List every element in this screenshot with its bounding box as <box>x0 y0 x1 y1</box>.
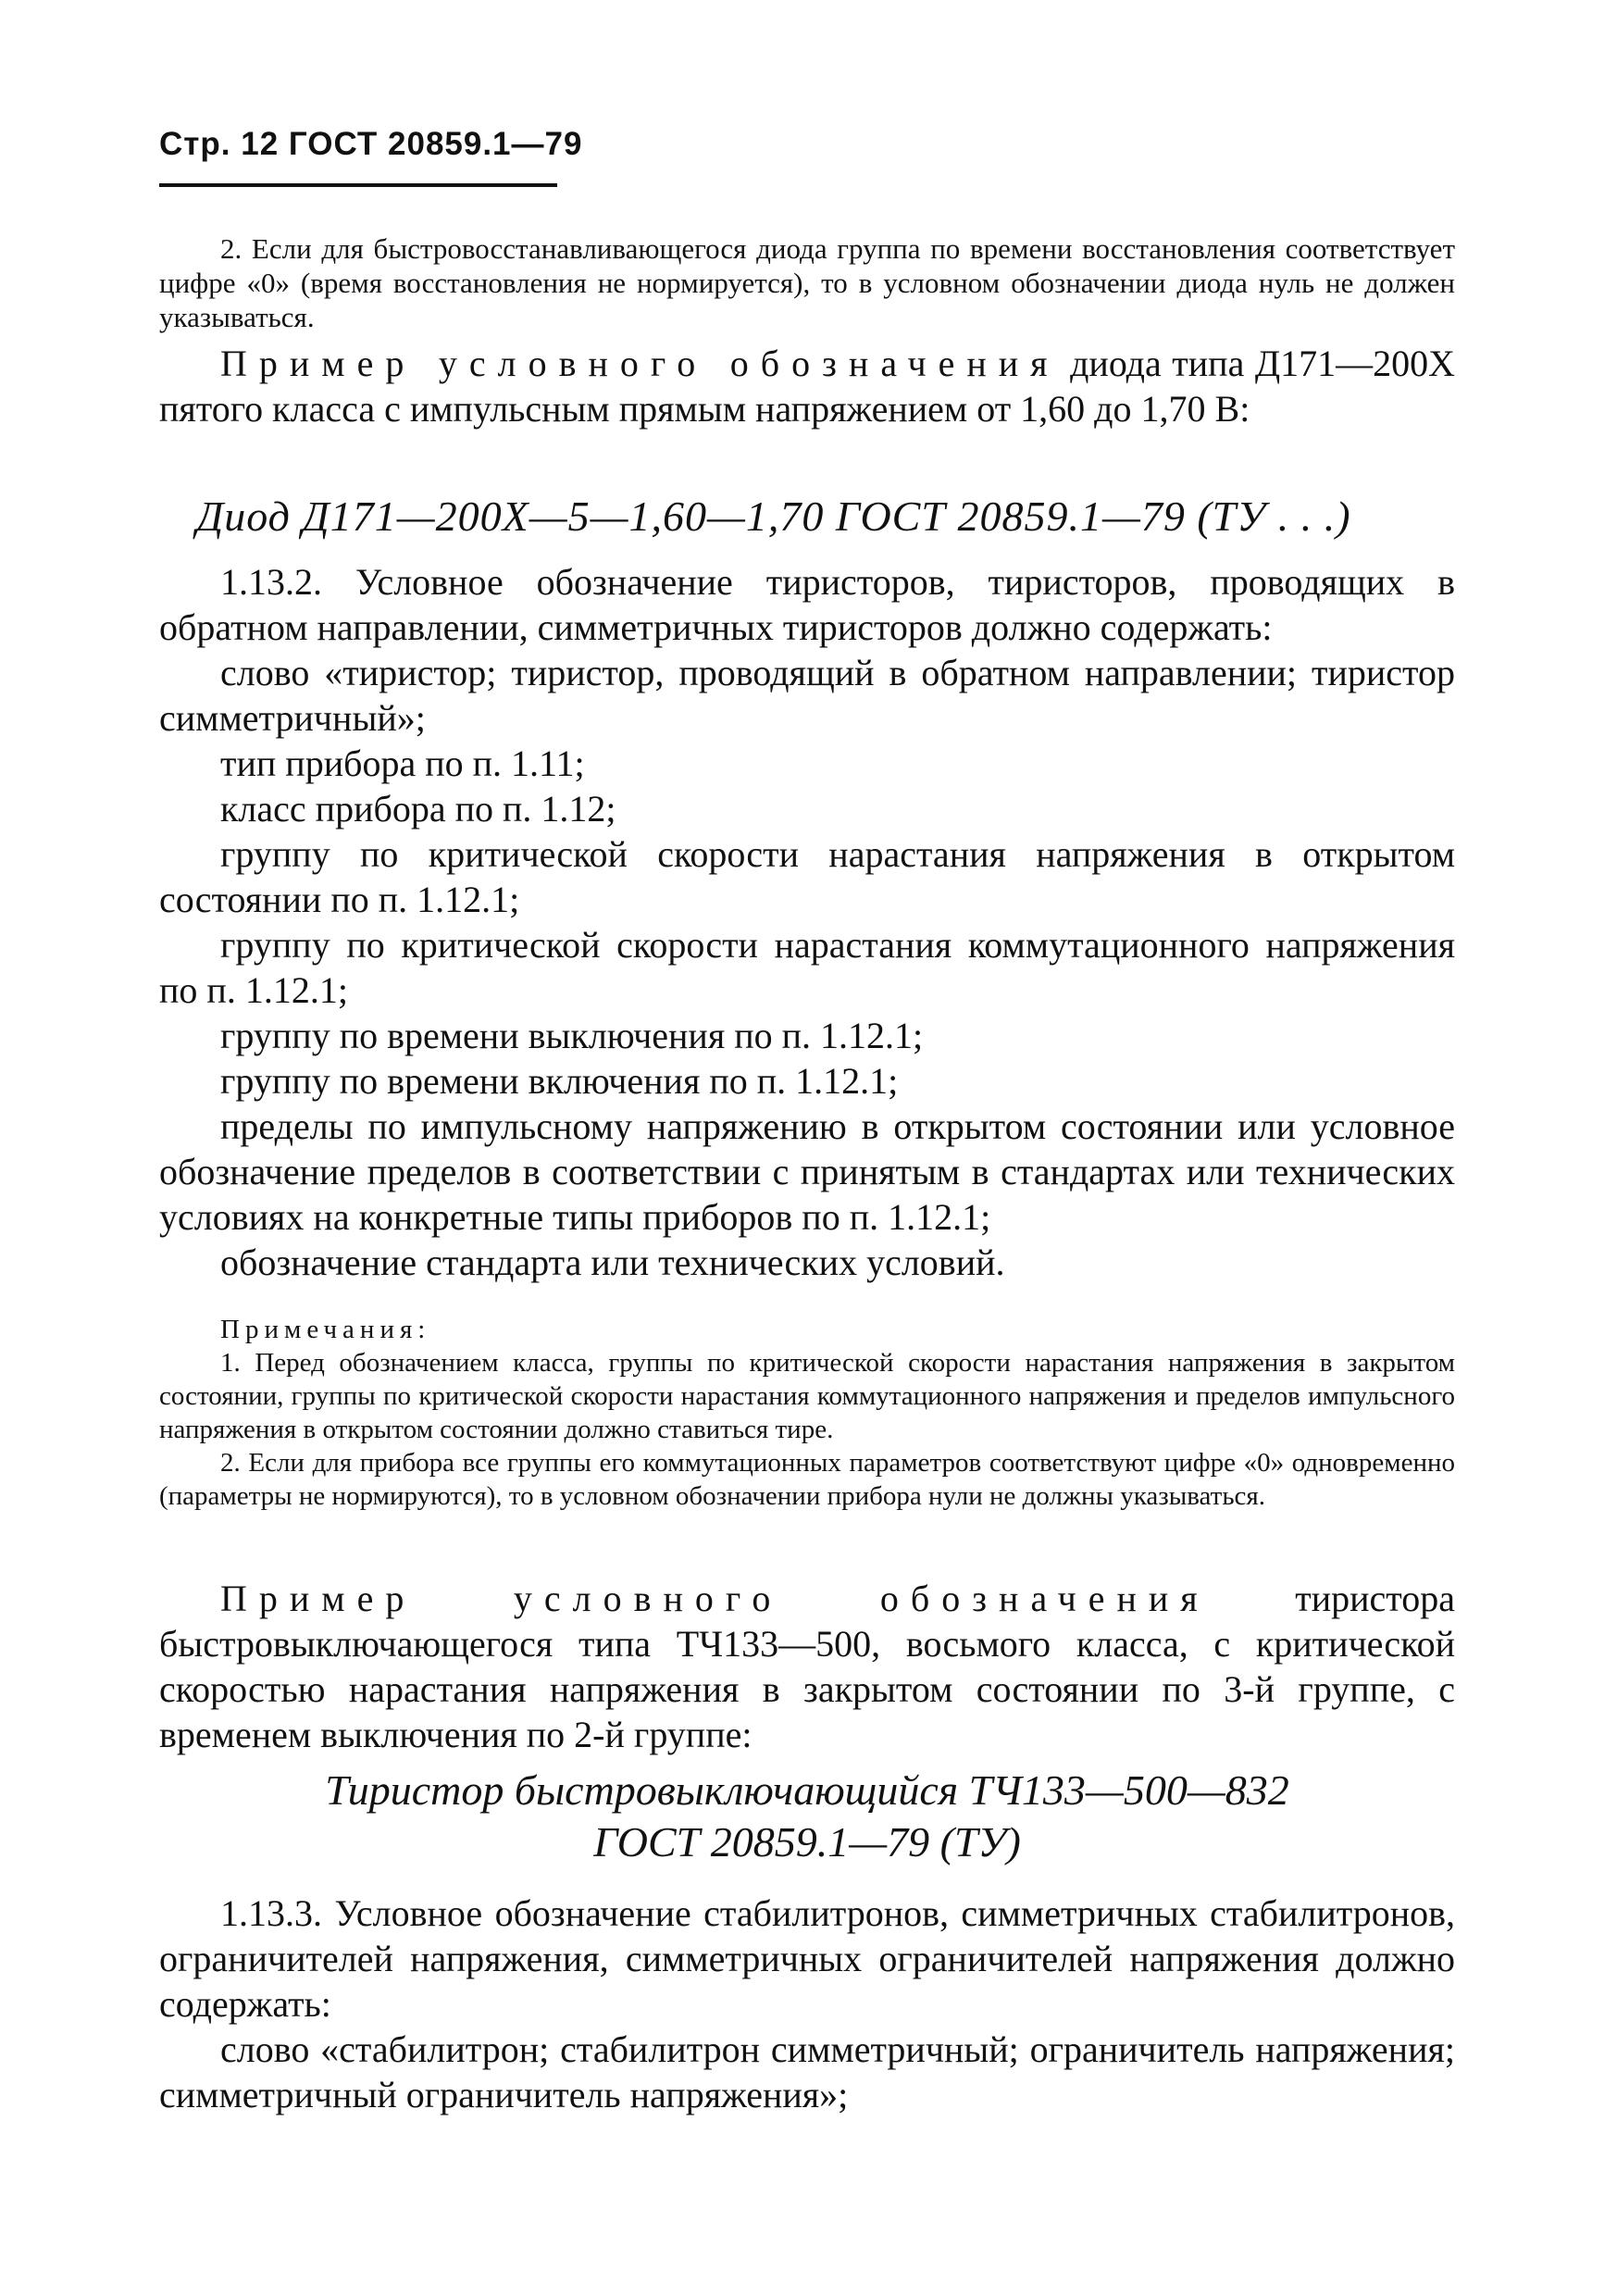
section-1-13-2-intro: 1.13.2. Условное обозначение тиристоров, тиристоров, проводящих в обратном направлении, симметричных тиристоров должно содержать: <box>159 561 1455 648</box>
section-1-13-2-item: обозначение стандарта или технических условий. <box>220 1242 1005 1283</box>
section-1-13-3-item: слово «стабилитрон; стабилитрон симметричный; ограничитель напряжения; симметричный ограничитель напряжения»; <box>159 2028 1455 2115</box>
section-1-13-2-item: класс прибора по п. 1.12; <box>220 788 616 830</box>
example-2-formula <box>159 1765 1455 1868</box>
section-1-13-2-item: пределы по импульсному напряжению в открытом состоянии или условное обозначение пределов в соответствии с принятым в стандартах или технических условиях на конкретные типы приборов по п. 1.12.1; <box>159 1105 1455 1238</box>
section-1-13-2-item: тип прибора по п. 1.11; <box>220 742 585 784</box>
example-2-formula-line-1: Тиристор быстровыключающийся ТЧ133—500—832 <box>325 1766 1289 1814</box>
header-rule <box>159 183 557 187</box>
section-1-13-3 <box>159 1890 1455 2117</box>
example-1 <box>159 341 1455 431</box>
example-2-formula-line-2: ГОСТ 20859.1—79 (ТУ) <box>593 1818 1021 1866</box>
notes-heading: Примечания: <box>220 1315 431 1344</box>
example-1-paragraph <box>159 341 1455 431</box>
section-1-13-2-item: слово «тиристор; тиристор, проводящий в обратном направлении; тиристор симметричный»; <box>159 652 1455 739</box>
note-previous-text: 2. Если для быстровосстанавливающегося диода группа по времени восстановления соответствует цифре «0» (время восстановления не нормируется), то в условном обозначении диода нуль не должен указываться. <box>159 232 1455 333</box>
section-1-13-2-item: группу по времени включения по п. 1.12.1; <box>220 1060 899 1102</box>
example-1-lead: Пример условного обозначения <box>220 343 1060 384</box>
section-1-13-2 <box>159 559 1455 1285</box>
notes-item: 1. Перед обозначением класса, группы по критической скорости нарастания напряжения в закрытом состоянии, группы по критической скорости нарастания коммутационного напряжения и пределов импульсного напряжения в открытом состоянии должно ставиться тире. <box>159 1348 1455 1444</box>
section-1-13-2-item: группу по времени выключения по п. 1.12.1; <box>220 1015 924 1056</box>
example-1-text: диода типа Д171—200Х пятого класса с импульсным прямым напряжением от 1,60 до 1,70 В: <box>159 343 1455 430</box>
example-2 <box>159 1576 1455 1757</box>
example-2-text: тиристора быстровыключающегося типа ТЧ133—500, восьмого класса, с критической скоростью нарастания напряжения в закрытом состоянии по 3-й группе, с временем выключения по 2-й группе: <box>159 1578 1455 1755</box>
section-1-13-3-intro: 1.13.3. Условное обозначение стабилитронов, симметричных стабилитронов, ограничителей напряжения, симметричных ограничителей напряжения должно содержать: <box>159 1892 1455 2025</box>
section-1-13-2-item: группу по критической скорости нарастания напряжения в открытом состоянии по п. 1.12.1; <box>159 833 1455 920</box>
section-1-13-2-item: группу по критической скорости нарастания коммутационного напряжения по п. 1.12.1; <box>159 924 1455 1011</box>
example-2-lead: Пример условного обозначения <box>220 1578 1210 1619</box>
notes-item: 2. Если для прибора все группы его коммутационных параметров соответствуют цифре «0» одновременно (параметры не нормируются), то в условном обозначении прибора нули не должны указываться. <box>159 1448 1455 1511</box>
example-2-paragraph <box>159 1576 1455 1757</box>
note-previous <box>159 231 1455 334</box>
page-header: Стр. 12 ГОСТ 20859.1—79 <box>159 126 583 162</box>
notes <box>159 1313 1455 1513</box>
example-1-formula: Диод Д171—200Х—5—1,60—1,70 ГОСТ 20859.1—79 (ТУ . . .) <box>196 493 1351 540</box>
